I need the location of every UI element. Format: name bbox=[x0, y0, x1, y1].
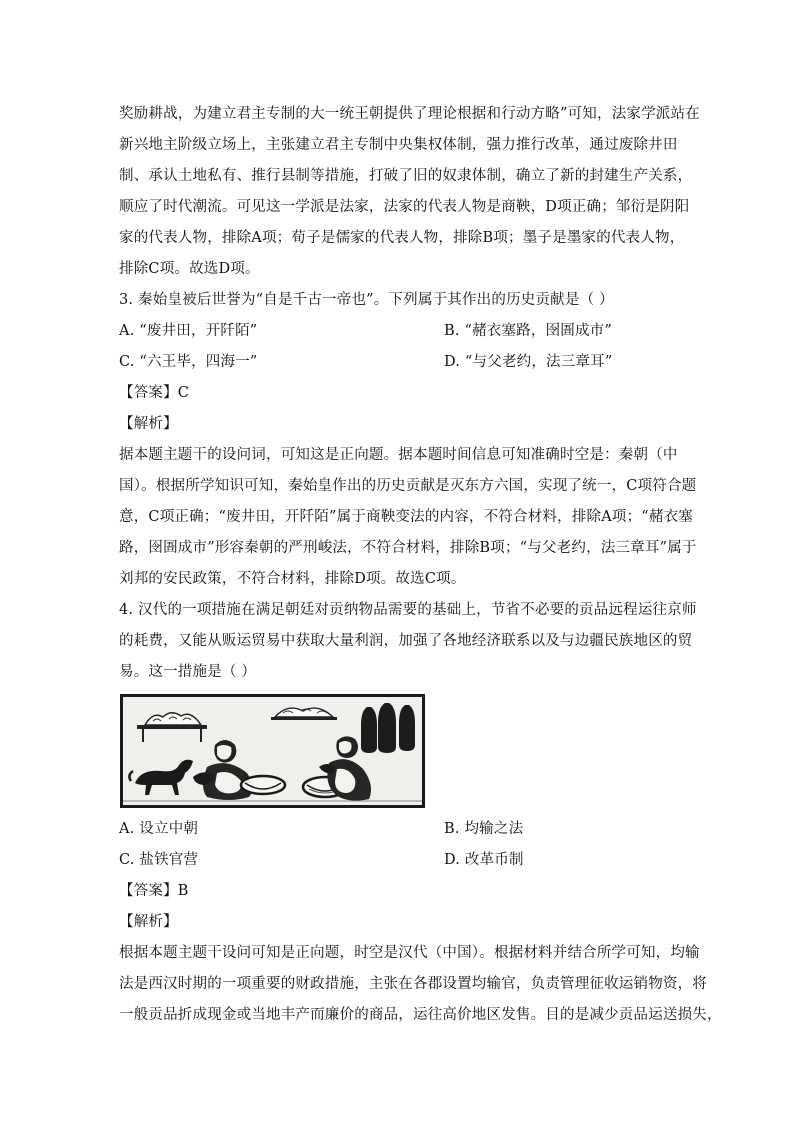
analysis-line: 奖励耕战，为建立君主专制的大一统王朝提供了理论根据和行动方略”可知，法家学派站在 bbox=[119, 106, 700, 122]
q4-answer: 【答案】B bbox=[119, 883, 189, 899]
q3-analysis-line: 意，C项正确；“废井田，开阡陌”属于商鞅变法的内容，不符合材料，排除A项；“赭衣塞 bbox=[119, 509, 694, 525]
analysis-line: 新兴地主阶级立场上，主张建立君主专制中央集权体制，强力推行改革，通过废除井田 bbox=[119, 137, 678, 153]
q3-analysis-line: 刘邦的安民政策，不符合材料，排除D项。故选C项。 bbox=[119, 571, 466, 587]
question-3-stem: 3. 秦始皇被后世誉为“自是千古一帝也”。下列属于其作出的历史贡献是（ ） bbox=[119, 292, 614, 308]
han-mural-illustration bbox=[120, 694, 425, 808]
analysis-line: 家的代表人物，排除A项；荀子是儒家的代表人物，排除B项；墨子是墨家的代表人物， bbox=[119, 230, 685, 246]
q4-option-a: A. 设立中朝 bbox=[119, 821, 199, 837]
q3-analysis-line: 据本题主题干的设问词，可知这是正向题。据本题时间信息可知准确时空是：秦朝（中 bbox=[119, 447, 678, 463]
q4-analysis-line: 根据本题主题干设问可知是正向题，时空是汉代（中国）。根据材料并结合所学可知，均输 bbox=[119, 945, 700, 961]
q3-analysis-line: 路，囹圄成市”形容秦朝的严刑峻法，不符合材料，排除B项；“与父老约，法三章耳”属于 bbox=[119, 540, 697, 556]
q4-option-c: C. 盐铁官营 bbox=[119, 852, 199, 868]
q3-analysis-label: 【解析】 bbox=[119, 416, 178, 432]
q3-answer: 【答案】C bbox=[119, 385, 190, 401]
question-4-stem-line: 易。这一措施是（ ） bbox=[119, 664, 257, 680]
q3-option-b: B. “赭衣塞路，囹圄成市” bbox=[444, 323, 612, 339]
q3-option-a: A. “废井田，开阡陌” bbox=[119, 323, 258, 339]
q3-option-d: D. “与父老约，法三章耳” bbox=[444, 354, 613, 370]
analysis-line: 制、承认土地私有、推行县制等措施，打破了旧的奴隶体制，确立了新的封建生产关系， bbox=[119, 168, 693, 184]
q4-option-b: B. 均输之法 bbox=[444, 821, 524, 837]
q4-analysis-label: 【解析】 bbox=[119, 914, 178, 930]
question-4-stem-line: 的耗费，又能从贩运贸易中获取大量利润，加强了各地经济联系以及与边疆民族地区的贸 bbox=[119, 633, 693, 649]
q3-analysis-line: 国）。根据所学知识可知，秦始皇作出的历史贡献是灭东方六国，实现了统一，C项符合题 bbox=[119, 478, 697, 494]
q4-analysis-line: 法是西汉时期的一项重要的财政措施，主张在各郡设置均输官，负责管理征收运销物资，将 bbox=[119, 976, 707, 992]
question-4-stem-line: 4. 汉代的一项措施在满足朝廷对贡纳物品需要的基础上，节省不必要的贡品远程运往京师 bbox=[119, 602, 697, 618]
q4-analysis-line: 一般贡品折成现金或当地丰产而廉价的商品，运往高价地区发售。目的是减少贡品运送损失， bbox=[119, 1007, 722, 1023]
analysis-line: 顺应了时代潮流。可见这一学派是法家，法家的代表人物是商鞅，D项正确；邹衍是阴阳 bbox=[119, 199, 690, 215]
analysis-line: 排除C项。故选D项。 bbox=[119, 261, 260, 277]
q3-option-c: C. “六王毕，四海一” bbox=[119, 354, 258, 370]
q4-option-d: D. 改革币制 bbox=[444, 852, 524, 868]
